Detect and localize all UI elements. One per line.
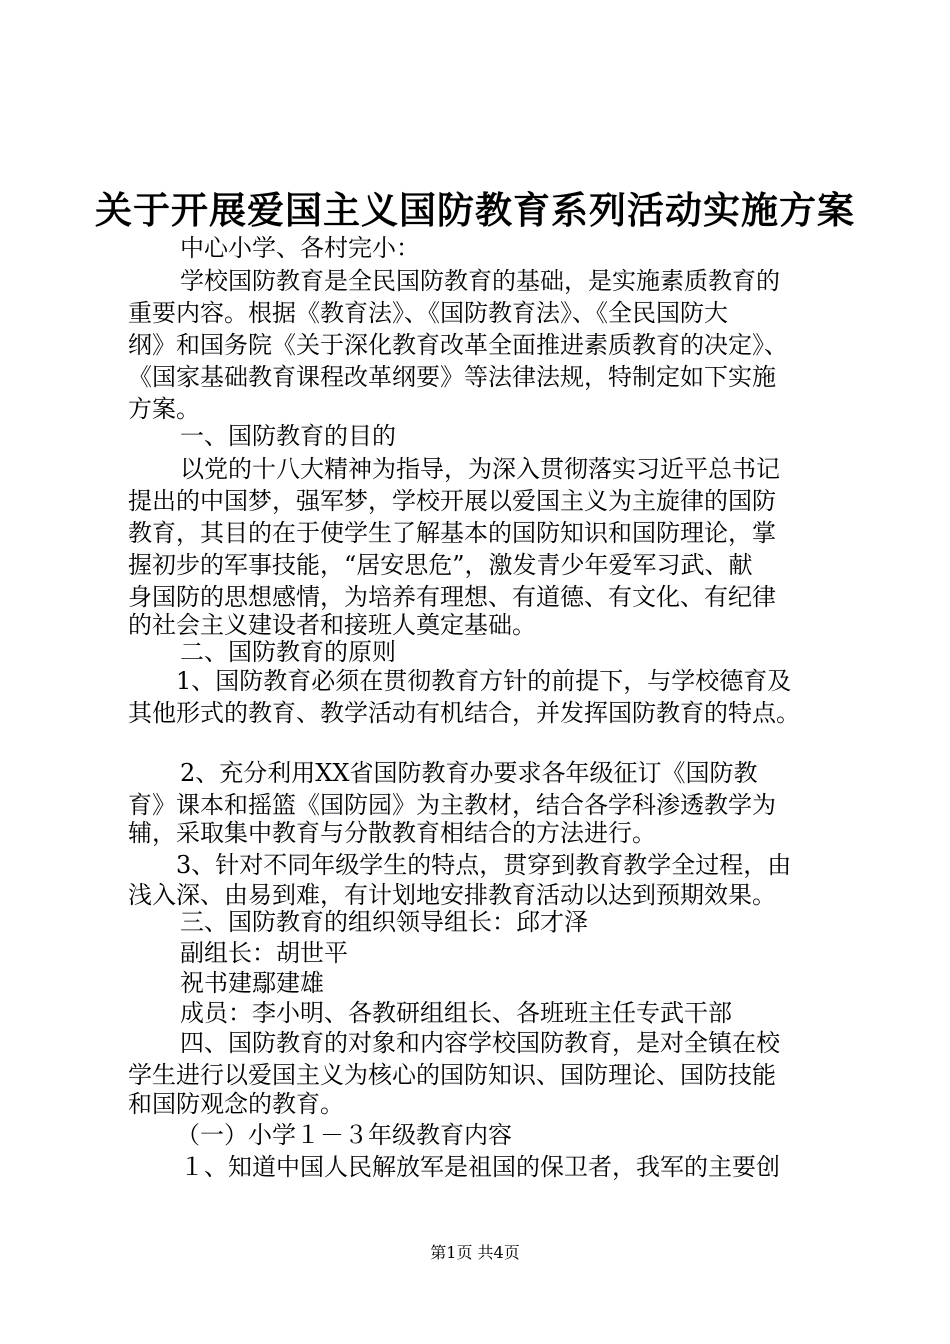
body-line: 3、针对不同年级学生的特点，贯穿到教育教学全过程，由 [176, 851, 792, 879]
body-line: １、知道中国人民解放军是祖国的保卫者，我军的主要创 [180, 1153, 780, 1181]
body-line: 身国防的思想感情，为培养有理想、有道德、有文化、有纪律 [128, 583, 776, 611]
body-line: 其他形式的教育、教学活动有机结合，并发挥国防教育的特点。 [128, 699, 800, 727]
body-line: 学校国防教育是全民国防教育的基础，是实施素质教育的 [180, 267, 780, 295]
body-line: 以党的十八大精神为指导，为深入贯彻落实习近平总书记 [180, 455, 780, 483]
body-line: 教育，其目的在于使学生了解基本的国防知识和国防理论，掌 [128, 519, 776, 547]
body-line: 握初步的军事技能，“居安思危”，激发青少年爱军习武、献 [128, 551, 753, 579]
body-line: 《国家基础教育课程改革纲要》等法律法规，特制定如下实施 [128, 363, 776, 391]
salutation-line: 中心小学、各村完小： [180, 234, 420, 262]
body-line: 成员：李小明、各教研组组长、各班班主任专武干部 [180, 999, 732, 1027]
body-line: 纲》和国务院《关于深化教育改革全面推进素质教育的决定》、 [128, 331, 788, 359]
section-heading: 四、国防教育的对象和内容学校国防教育，是对全镇在校 [180, 1029, 780, 1057]
body-line: 重要内容。根据《教育法》、《国防教育法》、《全民国防大 [128, 299, 728, 327]
section-heading: 三、国防教育的组织领导组长：邱才泽 [180, 908, 588, 936]
body-line: 1、国防教育必须在贯彻教育方针的前提下，与学校德育及 [176, 667, 792, 695]
body-line: 祝书建鄢建雄 [180, 969, 324, 997]
body-line: 副组长：胡世平 [180, 939, 348, 967]
body-line: 辅，采取集中教育与分散教育相结合的方法进行。 [128, 819, 656, 847]
section-heading: 二、国防教育的原则 [180, 638, 396, 666]
body-line: 和国防观念的教育。 [128, 1090, 344, 1118]
body-line: 2、充分利用XX省国防教育办要求各年级征订《国防教 [180, 759, 758, 787]
page-number: 第1页 共4页 [430, 1243, 520, 1262]
body-line: 的社会主义建设者和接班人奠定基础。 [128, 611, 536, 639]
body-line: 提出的中国梦，强军梦，学校开展以爱国主义为主旋律的国防 [128, 487, 776, 515]
subsection-heading: （一）小学１－３年级教育内容 [176, 1121, 512, 1149]
body-line: 方案。 [128, 395, 200, 423]
body-line: 育》课本和摇篮《国防园》为主教材，结合各学科渗透教学为 [128, 791, 776, 819]
document-title: 关于开展爱国主义国防教育系列活动实施方案 [95, 188, 855, 232]
section-heading: 一、国防教育的目的 [180, 422, 396, 450]
body-line: 浅入深、由易到难，有计划地安排教育活动以达到预期效果。 [128, 881, 776, 909]
body-line: 学生进行以爱国主义为核心的国防知识、国防理论、国防技能 [128, 1061, 776, 1089]
